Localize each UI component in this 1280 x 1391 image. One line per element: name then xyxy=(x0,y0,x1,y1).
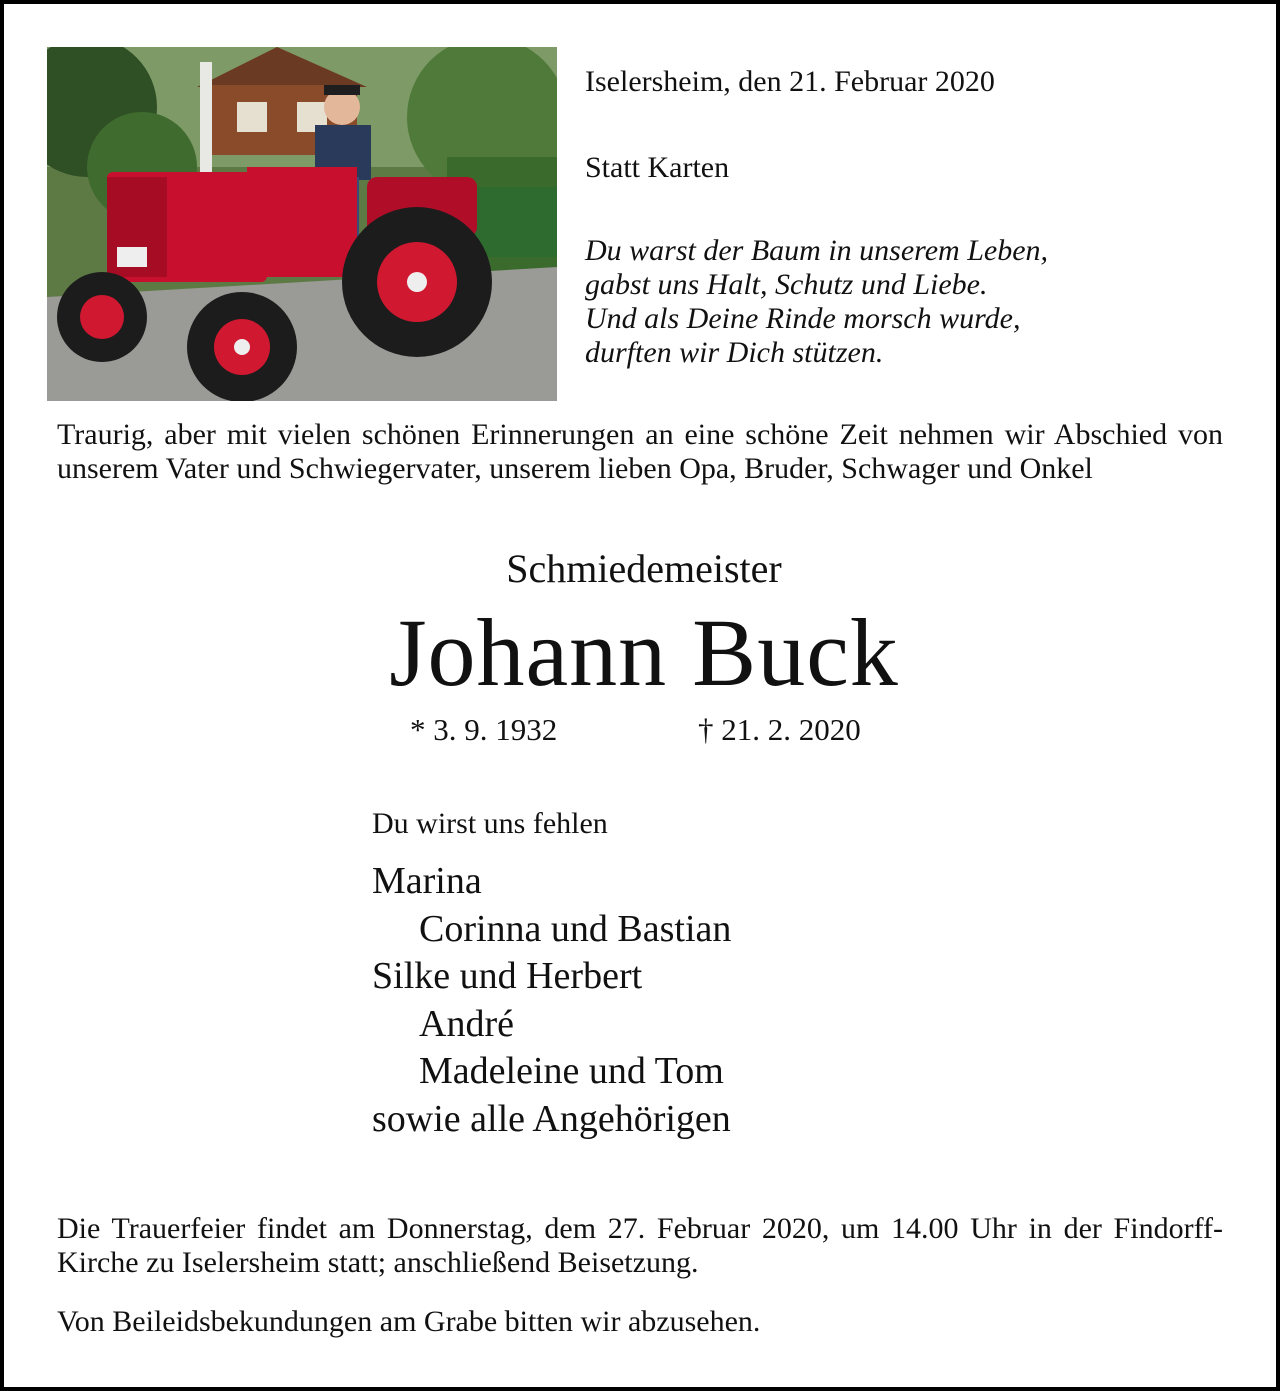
deceased-name: Johann Buck xyxy=(389,599,899,706)
poem-line: Und als Deine Rinde morsch wurde, xyxy=(585,302,1021,335)
mourner-name: Madeleine und Tom xyxy=(419,1050,724,1092)
place-date: Iselersheim, den 21. Februar 2020 xyxy=(585,65,995,98)
poem xyxy=(585,234,1048,370)
condolence-notice: Von Beileidsbekundungen am Grabe bitten wir abzusehen. xyxy=(57,1305,761,1338)
deceased-title: Schmiedemeister xyxy=(506,546,782,591)
mourner-name: Silke und Herbert xyxy=(372,955,643,997)
mourner-name: Marina xyxy=(372,860,482,902)
mourners-list xyxy=(372,858,731,1143)
mourner-name: André xyxy=(419,1002,514,1045)
intro-paragraph: Traurig, aber mit vielen schönen Erinnerungen an eine schöne Zeit nehmen wir Abschied von unserem Vater und Schwiegervater, unserem lieben Opa, Bruder, Schwager und Onkel xyxy=(57,418,1223,485)
poem-line: Du warst der Baum in unserem Leben, xyxy=(585,234,1049,267)
statt-karten: Statt Karten xyxy=(585,151,730,184)
poem-line: gabst uns Halt, Schutz und Liebe. xyxy=(585,268,988,301)
mourner-name: Corinna und Bastian xyxy=(419,907,732,950)
mourners-intro: Du wirst uns fehlen xyxy=(372,807,608,840)
service-info: Die Trauerfeier findet am Donnerstag, dem 27. Februar 2020, um 14.00 Uhr in der Findorff-Kirche zu Iselersheim statt; anschließend Beisetzung. xyxy=(57,1212,1223,1279)
tractor-photo xyxy=(47,47,557,401)
poem-line: durften wir Dich stützen. xyxy=(585,336,884,369)
mourner-name: sowie alle Angehörigen xyxy=(372,1097,731,1140)
death-date: † 21. 2. 2020 xyxy=(698,712,861,747)
tractor-photo-icon xyxy=(47,47,557,401)
birth-date: * 3. 9. 1932 xyxy=(410,712,558,747)
